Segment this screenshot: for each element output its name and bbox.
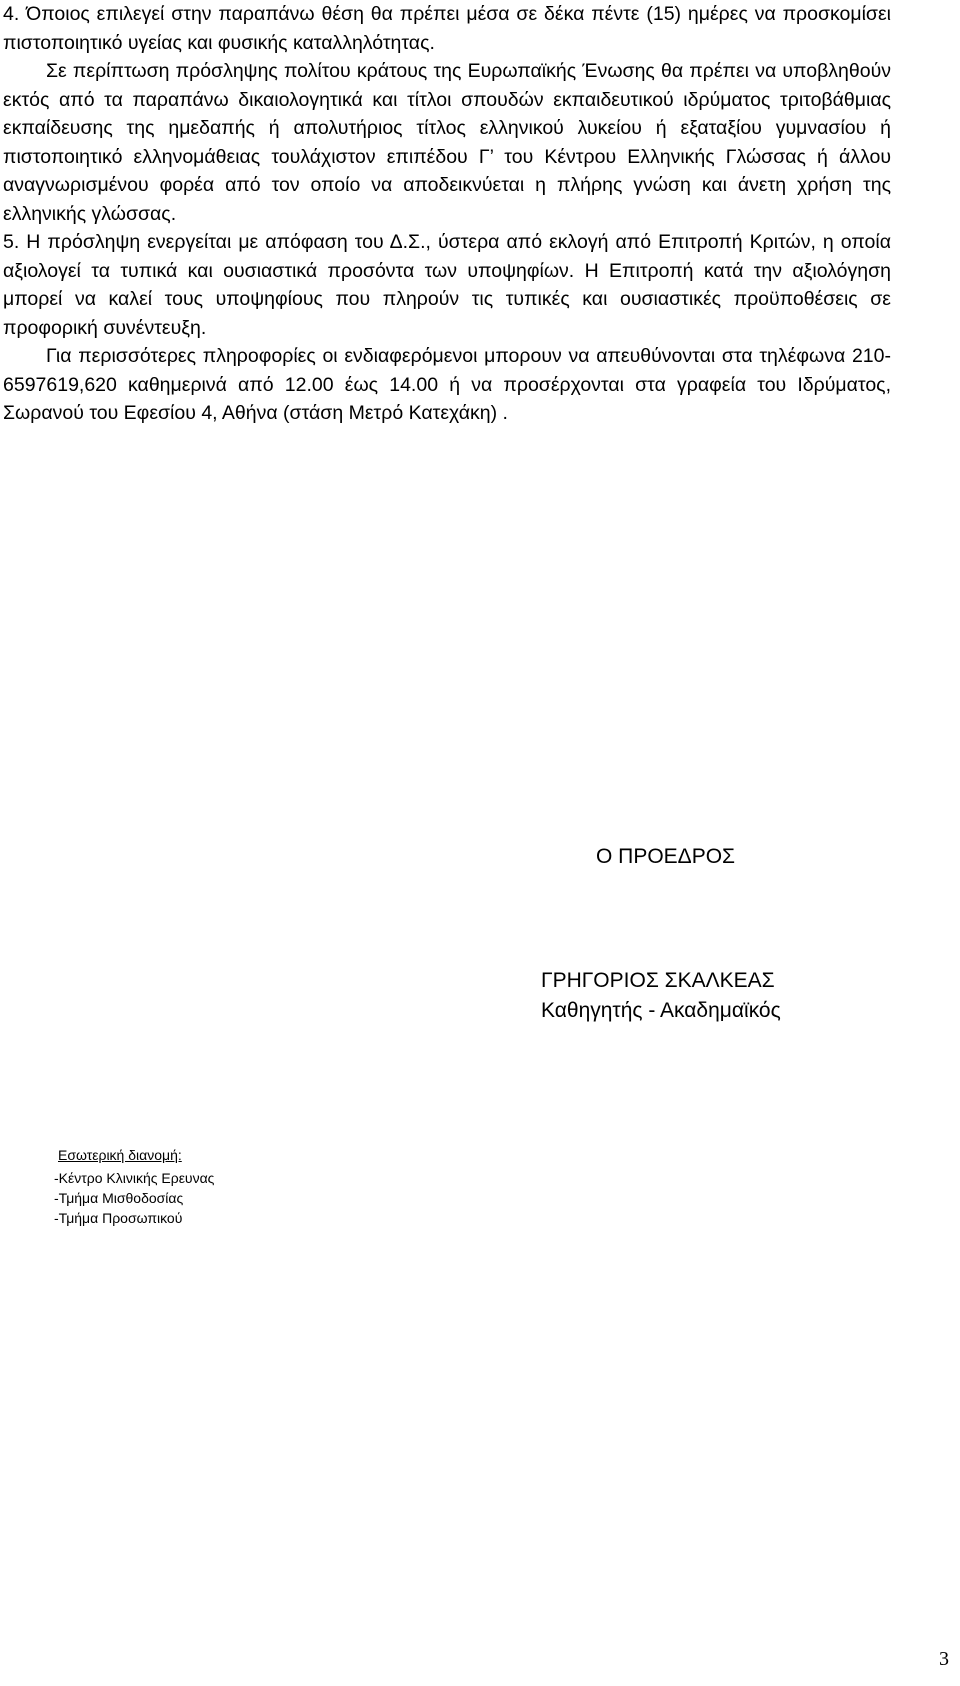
page-number: 3: [939, 1648, 949, 1670]
signature-title: Ο ΠΡΟΕΔΡΟΣ: [596, 845, 736, 868]
paragraph-item-5: 5. Η πρόσληψη ενεργείται με απόφαση του Δ.Σ., ύστερα από εκλογή από Επιτροπή Κριτών, η οποία αξιολογεί τα τυπικά και ουσιαστικά προσόντα των υποψηφίων. Η Επιτροπή κατά την αξιολόγηση μπορεί να καλεί τους υποψηφίους που πληρούν τις τυπικές και ουσιαστικές προϋποθέσεις σε προφορική συνέντευξη.: [3, 231, 891, 339]
internal-distribution: [54, 1145, 214, 1228]
paragraph-item-4: 4. Όποιος επιλεγεί στην παραπάνω θέση θα πρέπει μέσα σε δέκα πέντε (15) ημέρες να προσκομίσει πιστοποιητικό υγείας και φυσικής καταλληλότητας.: [3, 3, 891, 54]
distribution-item: -Κέντρο Κλινικής Ερευνας: [54, 1170, 215, 1186]
paragraph-eu-citizens: Σε περίπτωση πρόσληψης πολίτου κράτους της Ευρωπαϊκής Ένωσης θα πρέπει να υποβληθούν εκτός από τα παραπάνω δικαιολογητικά και τίτλοι σπουδών εκπαιδευτικού ιδρύματος τριτοβάθμιας εκπαίδευσης της ημεδαπής ή απολυτήριος τίτλος ελληνικού λυκείου ή εξαταξίου γυμνασίου ή πιστοποιητικό ελληνομάθειας τουλάχιστον επιπέδου Γ’ του Κέντρου Ελληνικής Γλώσσας ή άλλου αναγνωρισμένου φορέα από τον οποίο να αποδεικνύεται η πλήρης γνώση και άνετη χρήση της ελληνικής γλώσσας.: [3, 60, 891, 225]
distribution-item: -Τμήμα Προσωπικού: [54, 1210, 183, 1226]
signature-name: ΓΡΗΓΟΡΙΟΣ ΣΚΑΛΚΕΑΣ: [541, 969, 775, 992]
signature-role: Καθηγητής - Ακαδημαϊκός: [541, 999, 781, 1022]
document-body: [3, 0, 891, 428]
distribution-heading: Εσωτερική διανομή:: [58, 1147, 182, 1163]
distribution-item: -Τμήμα Μισθοδοσίας: [54, 1190, 184, 1206]
paragraph-contact-info: Για περισσότερες πληροφορίες οι ενδιαφερόμενοι μπορουν να απευθύνονται στα τηλέφωνα 210-6597619,620 καθημερινά από 12.00 έως 14.00 ή να προσέρχονται στα γραφεία του Ιδρύματος, Σωρανού του Εφεσίου 4, Αθήνα (στάση Μετρό Κατεχάκη) .: [3, 345, 891, 424]
